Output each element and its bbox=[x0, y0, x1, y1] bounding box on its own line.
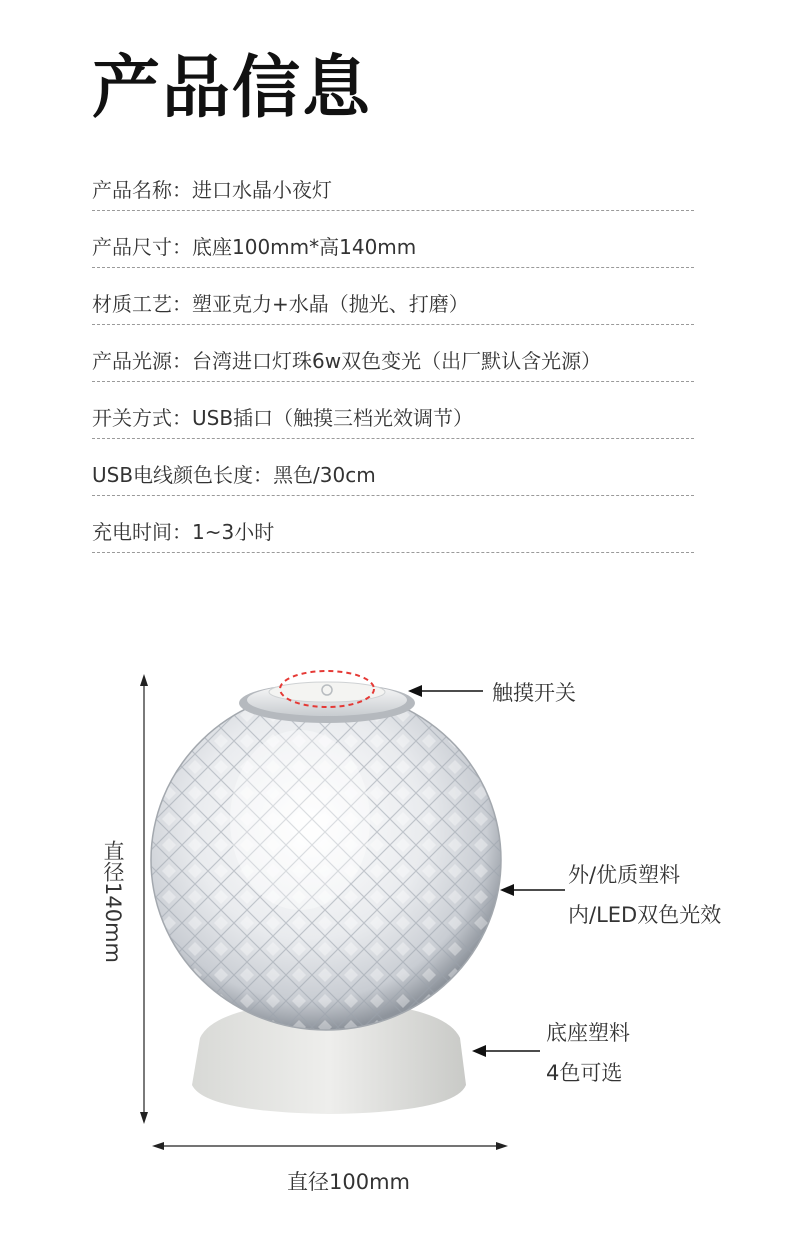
spec-label: 产品尺寸： bbox=[92, 234, 192, 259]
spec-list bbox=[92, 160, 694, 565]
spec-row-name bbox=[92, 166, 694, 211]
spec-row-light-source bbox=[92, 337, 694, 382]
spec-row-material bbox=[92, 280, 694, 325]
spec-value: 底座100mm*高140mm bbox=[192, 234, 417, 259]
spec-value: 黑色/30cm bbox=[273, 462, 376, 487]
spec-label: 开关方式： bbox=[92, 405, 192, 430]
spec-label: 充电时间： bbox=[92, 519, 192, 544]
spec-value: 塑亚克力+水晶（抛光、打磨） bbox=[192, 291, 469, 316]
spec-label: 产品光源： bbox=[92, 348, 192, 373]
width-dimension-label: 直径100mm bbox=[287, 1170, 410, 1194]
spec-label: USB电线颜色长度： bbox=[92, 462, 274, 487]
spec-row-switch bbox=[92, 394, 694, 439]
spec-value: 1~3小时 bbox=[192, 519, 275, 544]
height-dimension-label: 直径140mm bbox=[101, 840, 125, 963]
touch-switch-cap bbox=[239, 682, 415, 723]
spec-value: USB插口（触摸三档光效调节） bbox=[192, 405, 474, 430]
spec-label: 材质工艺： bbox=[92, 291, 192, 316]
callout-base-colors: 4色可选 bbox=[546, 1061, 623, 1085]
page-title: 产品信息 bbox=[92, 49, 373, 128]
callout-base-material: 底座塑料 bbox=[546, 1021, 630, 1045]
spec-row-usb-cable bbox=[92, 451, 694, 496]
callout-led-effect: 内/LED双色光效 bbox=[568, 903, 722, 927]
spec-label: 产品名称： bbox=[92, 177, 192, 202]
callout-touch-switch: 触摸开关 bbox=[492, 681, 576, 705]
callout-shell-material: 外/优质塑料 bbox=[568, 863, 681, 887]
spec-row-charge-time bbox=[92, 508, 694, 553]
spec-row-size bbox=[92, 223, 694, 268]
spec-value: 进口水晶小夜灯 bbox=[192, 177, 332, 202]
spec-value: 台湾进口灯珠6w双色变光（出厂默认含光源） bbox=[192, 348, 602, 373]
crystal-globe bbox=[151, 690, 501, 1030]
